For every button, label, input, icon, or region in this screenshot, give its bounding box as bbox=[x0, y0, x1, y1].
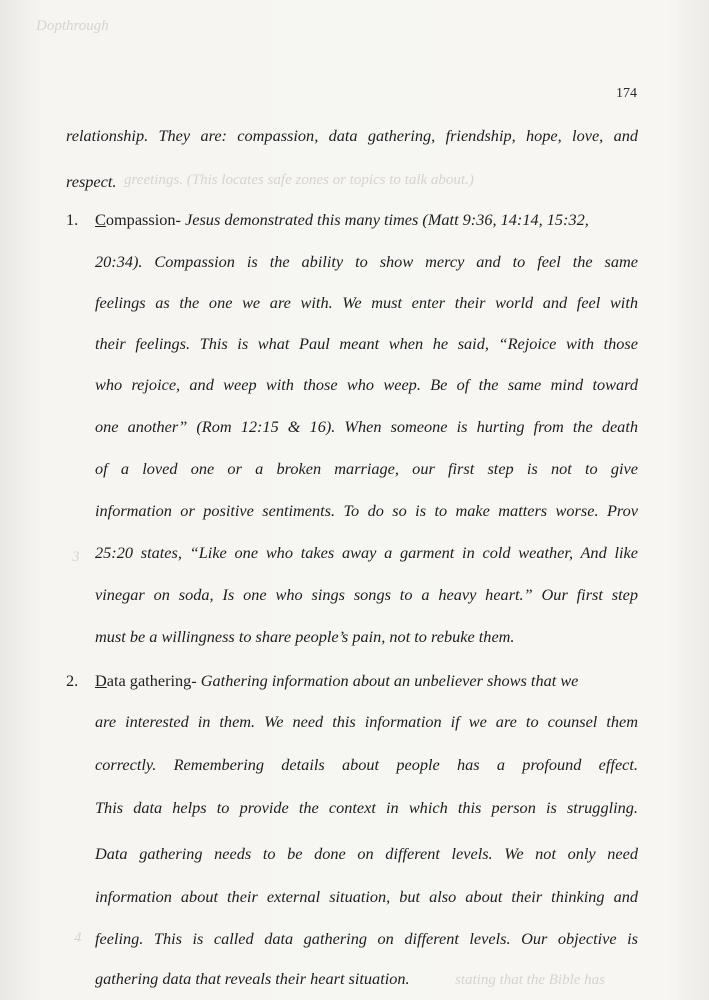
body-line: information about their external situation, but also about their thinking and bbox=[95, 887, 638, 906]
body-line: feelings as the one we are with. We must enter their world and feel with bbox=[95, 293, 638, 312]
bleed-through-number: 3 bbox=[72, 549, 80, 565]
body-line: are interested in them. We need this information if we are to counsel them bbox=[95, 712, 638, 731]
body-line: feeling. This is called data gathering on different levels. Our objective is bbox=[95, 929, 638, 948]
list-item-heading: Data gathering- bbox=[95, 671, 197, 690]
bleed-through-text: stating that the Bible has bbox=[455, 972, 605, 988]
body-line: 25:20 states, “Like one who takes away a garment in cold weather, And like bbox=[95, 543, 638, 562]
list-number: 1. bbox=[66, 210, 79, 229]
body-line: information or positive sentiments. To do so is to make matters worse. Prov bbox=[95, 501, 638, 520]
body-line: one another” (Rom 12:15 & 16). When someone is hurting from the death bbox=[95, 417, 638, 436]
bleed-through-text: Dopthrough bbox=[36, 18, 109, 34]
list-item-heading: Compassion- bbox=[95, 210, 181, 229]
body-line: of a loved one or a broken marriage, our first step is not to give bbox=[95, 459, 638, 478]
bleed-through-text: greetings. (This locates safe zones or topics to talk about.) bbox=[124, 172, 474, 188]
body-line: vinegar on soda, Is one who sings songs to a heavy heart.” Our first step bbox=[95, 585, 638, 604]
body-line: who rejoice, and weep with those who weep. Be of the same mind toward bbox=[95, 375, 638, 394]
page-number: 174 bbox=[616, 86, 637, 101]
body-line: correctly. Remembering details about people has a profound effect. bbox=[95, 755, 638, 774]
list-number: 2. bbox=[66, 671, 79, 690]
body-line: relationship. They are: compassion, data gathering, friendship, hope, love, and bbox=[66, 126, 638, 145]
list-item-first-line: Compassion- Jesus demonstrated this many times (Matt 9:36, 14:14, 15:32, bbox=[95, 210, 589, 229]
body-line: This data helps to provide the context in which this person is struggling. bbox=[95, 798, 638, 817]
body-line: must be a willingness to share people’s pain, not to rebuke them. bbox=[95, 627, 515, 646]
body-line: 20:34). Compassion is the ability to show mercy and to feel the same bbox=[95, 252, 638, 271]
body-line: respect. bbox=[66, 172, 117, 191]
list-item-first-line: Data gathering- Gathering information about an unbeliever shows that we bbox=[95, 671, 579, 690]
bleed-through-number: 4 bbox=[74, 930, 82, 946]
body-line: gathering data that reveals their heart situation. bbox=[95, 969, 410, 988]
body-line: Data gathering needs to be done on different levels. We not only need bbox=[95, 844, 638, 863]
body-line: their feelings. This is what Paul meant when he said, “Rejoice with those bbox=[95, 334, 638, 353]
